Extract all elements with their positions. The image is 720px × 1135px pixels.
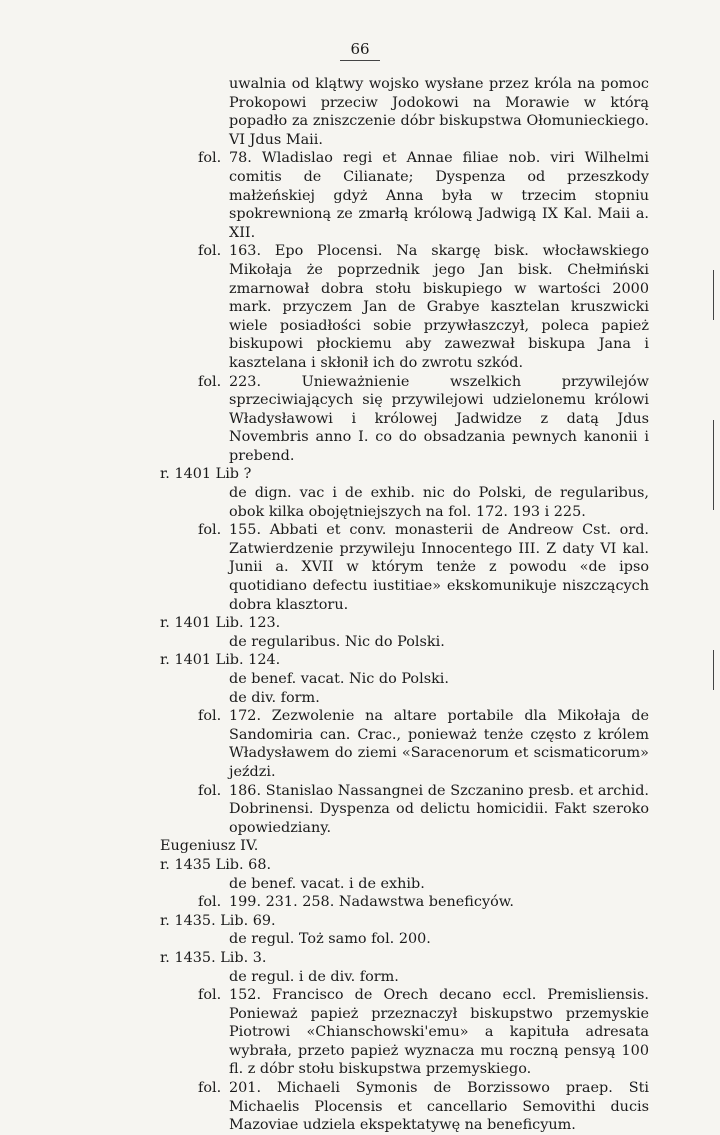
register-label: r. 1401 Lib. 123. [160, 615, 281, 632]
folio-label: fol. [198, 373, 222, 390]
page-number: 66 [340, 40, 379, 61]
entry-text: de div. form. [229, 689, 320, 706]
entry-text: 172. Zezwolenie na altare portabile dla Mikołaja de Sandomiria can. Crac., ponieważ tenże często z królem Władysławem do ziemi «Saracenorum et scismaticorum» jeździ. [229, 708, 649, 780]
entry-row [0, 373, 720, 466]
entry-text [229, 614, 649, 633]
entry-row [0, 670, 720, 689]
entry-text: de benef. vacat. i de exhib. [229, 875, 425, 892]
entry-text: 186. Stanislao Nassangnei de Szczanino presb. et archid. Dobrinensi. Dyspenza od delictu homicidii. Fakt szeroko opowiedziany. [229, 782, 649, 836]
entry-text: de regularibus. Nic do Polski. [229, 633, 445, 650]
entry-row [0, 242, 720, 372]
entry-text: uwalnia od klątwy wojsko wysłane przez króla na pomoc Prokopowi przeciw Jodokowi na Morawie w którą popadło za zniszczenie dóbr biskupstwa Ołomunieckiego. VI Jdus Maii. [229, 76, 649, 148]
entry-text: 155. Abbati et conv. monasterii de Andreow Cst. ord. Zatwierdzenie przywileju Innocentego III. Z daty VI kal. Junii a. XVII w którym tenże z powodu «de ipso quotidiano defectu iustitiae» ekskomunikuje niszczących dobra klasztoru. [229, 522, 649, 613]
page-header [0, 40, 720, 61]
entry-text: 223. Unieważnienie wszelkich przywilejów sprzeciwiających się przywilejowi udzielonemu królowi Władysławowi i królowej Jadwidze z datą Jdus Novembris anno I. co do obsadzania pewnych kanonii i prebend. [229, 373, 649, 464]
register-label: r. 1401 Lib ? [160, 466, 252, 483]
folio-label: fol. [198, 987, 222, 1004]
entry-text [229, 856, 649, 875]
entry-row [0, 782, 720, 838]
entry-text [229, 949, 649, 968]
folio-label: fol. [198, 708, 222, 725]
entry-row [0, 986, 720, 1079]
entry-row [0, 893, 720, 912]
entry-row [0, 465, 720, 484]
entry-row [0, 1079, 720, 1135]
entry-row [0, 149, 720, 242]
register-label: r. 1401 Lib. 124. [160, 652, 281, 669]
entry-text [229, 651, 649, 670]
register-label: r. 1435. Lib. 3. [160, 949, 267, 966]
folio-label: fol. [198, 1080, 222, 1097]
section-heading: Eugeniusz IV. [160, 838, 259, 855]
folio-label: fol. [198, 782, 222, 799]
entry-text [229, 912, 649, 931]
entry-row [0, 521, 720, 614]
entry-row [0, 614, 720, 633]
entry-text: de regul. i de div. form. [229, 968, 399, 985]
entry-text [229, 837, 649, 856]
entry-text: 199. 231. 258. Nadawstwa beneficyów. [229, 894, 514, 911]
entry-row [0, 689, 720, 708]
register-label: r. 1435 Lib. 68. [160, 856, 272, 873]
entry-row [0, 856, 720, 875]
folio-label: fol. [198, 522, 222, 539]
entry-text: 163. Epo Plocensi. Na skargę bisk. włocławskiego Mikołaja że poprzednik jego Jan bisk. Chełmiński zmarnował dobra stołu biskupiego w wartości 2000 mark. przyczem Jan de Grabye kasztelan kruszwicki wiele posiadłości sobie przywłaszczył, poleca papież biskupowi płockiemu aby zawezwał biskupa Jana i kasztelana i skłonił ich do zwrotu szkód. [229, 243, 649, 371]
scan-edge-marks [704, 0, 716, 1019]
entry-row [0, 75, 720, 149]
entry-text [229, 465, 649, 484]
register-label: r. 1435. Lib. 69. [160, 912, 276, 929]
entry-text: 201. Michaeli Symonis de Borzissowo praep. Sti Michaelis Plocensis et cancellario Semovithi ducis Mazoviae udziela ekspektatywę na beneficyum. [229, 1080, 649, 1134]
entry-row [0, 912, 720, 931]
entry-row [0, 707, 720, 781]
entry-text: de dign. vac i de exhib. nic do Polski, de regularibus, obok kilka obojętniejszych na fol. 172. 193 i 225. [229, 485, 649, 520]
entry-row [0, 633, 720, 652]
entry-text: de benef. vacat. Nic do Polski. [229, 671, 449, 687]
folio-label: fol. [198, 243, 222, 260]
folio-label: fol. [198, 894, 222, 911]
entry-text: de regul. Toż samo fol. 200. [229, 931, 431, 948]
entries-list [0, 75, 720, 1135]
entry-row [0, 837, 720, 856]
entry-row [0, 651, 720, 670]
entry-row [0, 484, 720, 521]
entry-row [0, 930, 720, 949]
folio-label: fol. [198, 150, 222, 167]
entry-row [0, 949, 720, 968]
entry-row [0, 968, 720, 987]
entry-text: 152. Francisco de Orech decano eccl. Premisliensis. Ponieważ papież przeznaczył biskupstwo przemyskie Piotrowi «Chianschowski'emu» a kapituła adresata wybrała, przeto papież wyznacza mu roczną pensyą 100 fl. z dóbr stołu biskupstwa przemyskiego. [229, 987, 649, 1078]
entry-row [0, 875, 720, 894]
entry-text: 78. Wladislao regi et Annae filiae nob. viri Wilhelmi comitis de Cilianate; Dyspenza od przeszkody małżeńskiej gdyż Anna była w trzecim stopniu spokrewnioną ze zmarłą królową Jadwigą IX Kal. Maii a. XII. [229, 150, 649, 241]
